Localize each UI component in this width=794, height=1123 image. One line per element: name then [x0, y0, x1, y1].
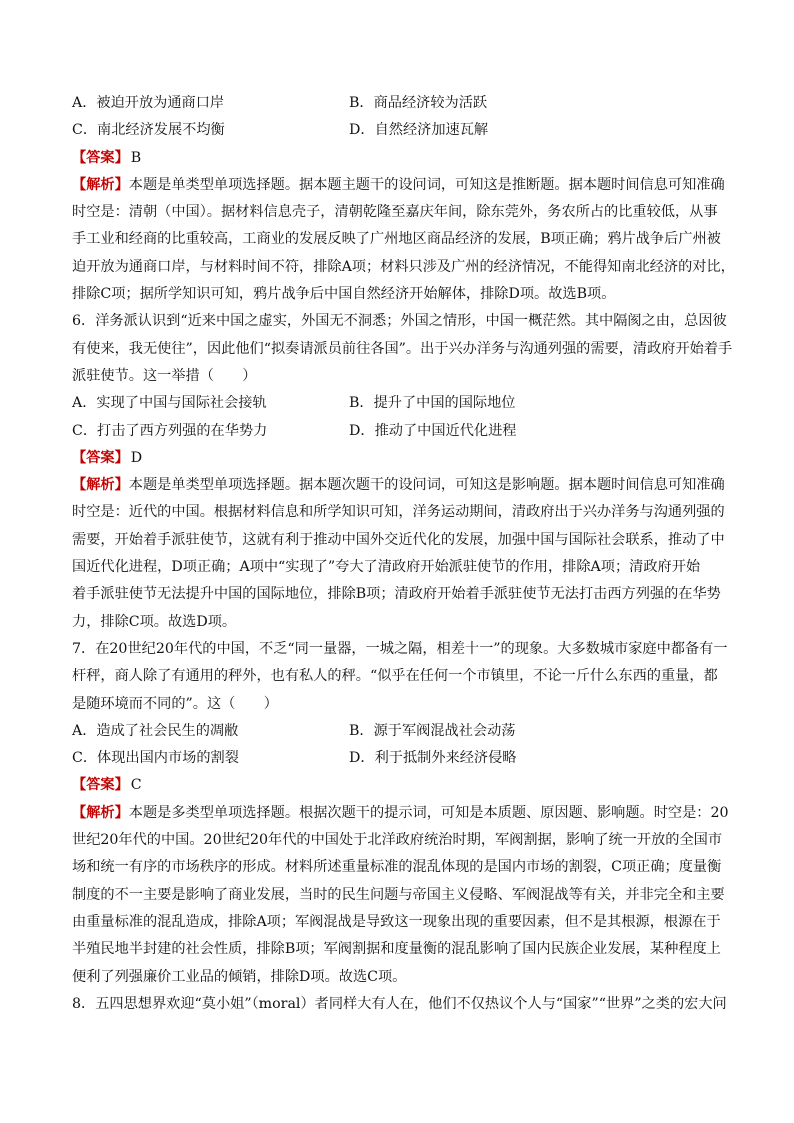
q5-option-a: A．被迫开放为通商口岸	[72, 95, 225, 111]
q6-stem-line: 6．洋务派认识到“近来中国之虚实，外国无不洞悉；外国之情形，中国一概茫然。其中隔阂之由，总因彼	[72, 313, 727, 330]
q5-options-row-2	[72, 117, 732, 144]
q7-answer	[72, 772, 732, 799]
q7-stem-line: 杆秤，商人除了有通用的秤外，也有私人的秤。“似乎在任何一个市镇里，不论一斤什么东西的重量，都	[72, 668, 718, 685]
analysis-label: 【解析】	[72, 477, 129, 494]
answer-value: C	[130, 777, 142, 794]
answer-label: 【答案】	[72, 777, 129, 794]
q7-stem-line: 7．在20世纪20年代的中国，不乏“同一量器，一城之隔，相差十一”的现象。大多数城市家庭中都备有一	[72, 640, 728, 657]
q7-analysis-line: 由重量标准的混乱造成，排除A项；军阀混战是导致这一现象出现的重要因素，但不是其根源，根源在于	[72, 913, 721, 930]
answer-value: B	[130, 149, 142, 166]
q7-option-d: D．利于抵制外来经济侵略	[349, 750, 517, 767]
q5-option-c: C．南北经济发展不均衡	[72, 122, 225, 139]
q6-stem-line: 有使来，我无使往”，因此他们“拟奏请派员前往各国”。出于兴办洋务与沟通列强的需要，清政府开始着手	[72, 340, 733, 357]
analysis-label: 【解析】	[72, 176, 129, 193]
q7-option-a: A．造成了社会民生的凋敝	[72, 722, 239, 739]
q6-option-d: D．推动了中国近代化进程	[349, 422, 517, 439]
q7-analysis-line: 便利了列强廉价工业品的倾销，排除D项。故选C项。	[72, 968, 407, 985]
q6-analysis-line: 力，排除C项。故选D项。	[72, 613, 237, 630]
q7-analysis-line: 【解析】本题是多类型单项选择题。根据次题干的提示词，可知是本质题、原因题、影响题。时空是：20	[72, 804, 729, 821]
q7-stem-line: 是随环境而不同的”。这（ ）	[72, 695, 278, 712]
q7-options-row-2	[72, 745, 732, 772]
analysis-label: 【解析】	[72, 804, 129, 821]
q6-analysis-line: 着手派驻使节无法提升中国的国际地位，排除B项；清政府开始着手派驻使节无法打击西方列强的在华势	[72, 586, 721, 603]
q6-options-row-2	[72, 418, 732, 445]
q5-analysis-line: 【解析】本题是单类型单项选择题。据本题主题干的设问词，可知这是推断题。据本题时间信息可知准确	[72, 176, 725, 193]
q6-answer	[72, 445, 732, 472]
q7-analysis-line: 场和统一有序的市场秩序的形成。材料所述重量标准的混乱体现的是国内市场的割裂，C项正确；度量衡	[72, 859, 722, 876]
answer-label: 【答案】	[72, 149, 129, 166]
q5-option-d: D．自然经济加速瓦解	[349, 122, 489, 139]
q5-analysis-line: 手工业和经商的比重较高，工商业的发展反映了广州地区商品经济的发展，B项正确；鸦片战争后广州被	[72, 231, 721, 248]
q6-option-a: A．实现了中国与国际社会接轨	[72, 395, 267, 412]
q6-option-b: B．提升了中国的国际地位	[349, 395, 516, 412]
q6-stem-line: 派驻使节。这一举措（ ）	[72, 367, 257, 384]
q6-options-row-1	[72, 390, 732, 417]
q7-option-b: B．源于军阀混战社会动荡	[349, 722, 516, 739]
q7-options-row-1	[72, 718, 732, 745]
q6-option-c: C．打击了西方列强的在华势力	[72, 422, 268, 439]
q6-analysis-line: 国近代化进程，D项正确；A项中“实现了”夸大了清政府开始派驻使节的作用，排除A项；清政府开始	[72, 559, 701, 576]
exam-page	[72, 90, 735, 1018]
q5-option-b: B．商品经济较为活跃	[349, 95, 488, 111]
q7-analysis-line: 制度的不一主要是影响了商业发展，当时的民生问题与帝国主义侵略、军阀混战等有关，并非完全和主要	[72, 886, 725, 903]
q5-analysis-line: 时空是：清朝（中国）。据材料信息壳子，清朝乾隆至嘉庆年间，除东莞外，务农所占的比重较低，从事	[72, 204, 718, 221]
q5-options-row-1	[72, 90, 732, 117]
answer-label: 【答案】	[72, 449, 129, 466]
q7-option-c: C．体现出国内市场的割裂	[72, 750, 239, 767]
q5-answer	[72, 145, 732, 172]
q6-analysis-line: 【解析】本题是单类型单项选择题。据本题次题干的设问词，可知这是影响题。据本题时间信息可知准确	[72, 477, 725, 494]
q8-stem-line: 8．五四思想界欢迎“莫小姐”（moral）者同样大有人在，他们不仅热议个人与“国家”“世界”之类的宏大问	[72, 995, 727, 1012]
q6-analysis-line: 需要，开始着手派驻使节，这就有利于推动中国外交近代化的发展，加强中国与国际社会联系，推动了中	[72, 531, 725, 548]
q6-analysis-line: 时空是：近代的中国。根据材料信息和所学知识可知，洋务运动期间，清政府出于兴办洋务与沟通列强的	[72, 504, 725, 521]
q7-analysis-line: 世纪20年代的中国。20世纪20年代的中国处于北洋政府统治时期，军阀割据，影响了统一开放的全国市	[72, 832, 723, 849]
q7-analysis-line: 半殖民地半封建的社会性质，排除B项；军阀割据和度量衡的混乱影响了国内民族企业发展，某种程度上	[72, 941, 721, 958]
q5-analysis-line: 排除C项；据所学知识可知，鸦片战争后中国自然经济开始解体，排除D项。故选B项。	[72, 286, 616, 303]
answer-value: D	[130, 449, 143, 466]
q5-analysis-line: 迫开放为通商口岸，与材料时间不符，排除A项；材料只涉及广州的经济情况，不能得知南北经济的对比，	[72, 258, 735, 275]
